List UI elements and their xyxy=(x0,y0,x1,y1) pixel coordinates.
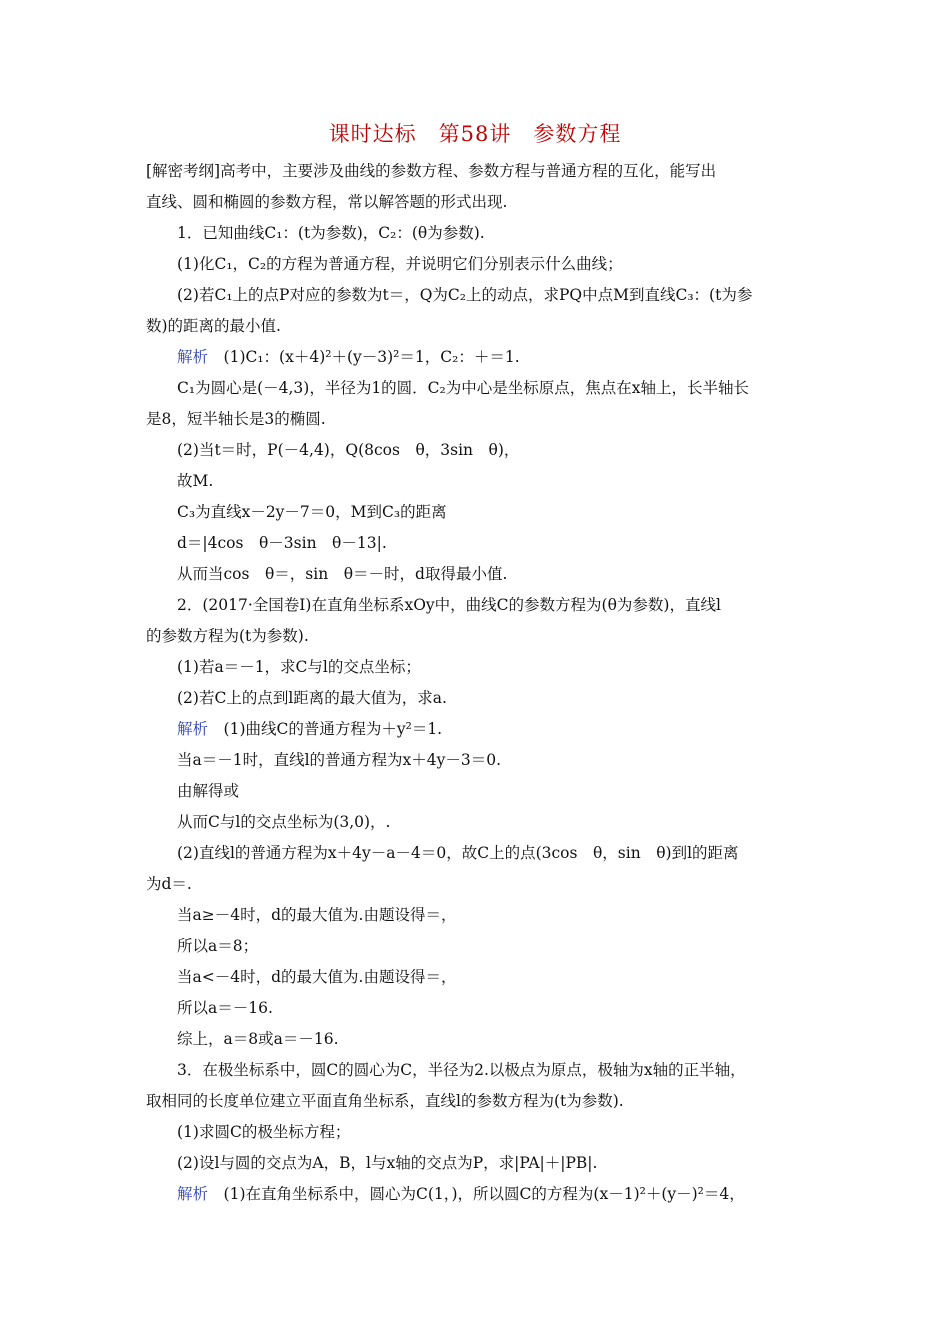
text-line: 1．已知曲线C₁：(t为参数)，C₂：(θ为参数). xyxy=(177,224,485,242)
text-line: 从而当cos θ＝，sin θ＝－时，d取得最小值. xyxy=(177,565,508,583)
analysis-label: 解析 xyxy=(177,348,209,366)
text-line: 当a≥－4时，d的最大值为.由题设得＝， xyxy=(177,906,457,924)
text-line: 所以a＝－16. xyxy=(177,999,273,1017)
text-line: (2)若C上的点到l距离的最大值为，求a. xyxy=(177,689,447,707)
text-line: (1)化C₁，C₂的方程为普通方程，并说明它们分别表示什么曲线； xyxy=(177,255,623,273)
text-line: (1)求圆C的极坐标方程； xyxy=(177,1123,351,1141)
text-line: 2．(2017·全国卷Ⅰ)在直角坐标系xOy中，曲线C的参数方程为(θ为参数)，直线l xyxy=(177,596,721,614)
text-line: (2)若C₁上的点P对应的参数为t＝，Q为C₂上的动点，求PQ中点M到直线C₃：(t为参 xyxy=(177,286,753,304)
text-line: 所以a＝8； xyxy=(177,937,259,955)
text-line: (1)若a＝－1，求C与l的交点坐标； xyxy=(177,658,421,676)
text-line: 当a<－4时，d的最大值为.由题设得＝， xyxy=(177,968,457,986)
text-line: 综上，a＝8或a＝－16. xyxy=(177,1030,339,1048)
text-line: 直线、圆和椭圆的参数方程，常以解答题的形式出现. xyxy=(146,193,508,211)
text-line: 的参数方程为(t为参数). xyxy=(146,627,309,645)
text-line: 是8，短半轴长是3的椭圆. xyxy=(146,410,326,428)
analysis-label: 解析 xyxy=(177,1185,209,1203)
text-line: (2)直线l的普通方程为x＋4y－a－4＝0，故C上的点(3cos θ，sin θ)到l的距离 xyxy=(177,844,739,862)
text-line: 解析 (1)在直角坐标系中，圆心为C(1，)，所以圆C的方程为(x－1)²＋(y－)²＝4， xyxy=(177,1185,745,1203)
text-line: 取相同的长度单位建立平面直角坐标系，直线l的参数方程为(t为参数). xyxy=(146,1092,624,1110)
text-line: 解析 (1)C₁：(x＋4)²＋(y－3)²＝1，C₂：＋＝1. xyxy=(177,348,520,366)
text-line: 数)的距离的最小值. xyxy=(146,317,281,335)
text-line: 当a＝－1时，直线l的普通方程为x＋4y－3＝0. xyxy=(177,751,502,769)
text-line: (2)当t＝时，P(－4,4)，Q(8cos θ，3sin θ)， xyxy=(177,441,520,459)
analysis-label: 解析 xyxy=(177,720,209,738)
text-line: 故M. xyxy=(177,472,214,490)
text-line: 从而C与l的交点坐标为(3,0)，. xyxy=(177,813,391,831)
text-line: C₃为直线x－2y－7＝0，M到C₃的距离 xyxy=(177,503,447,521)
text-line: 3．在极坐标系中，圆C的圆心为C，半径为2.以极点为原点，极轴为x轴的正半轴， xyxy=(177,1061,746,1079)
text-line: d＝|4cos θ－3sin θ－13|. xyxy=(177,534,387,552)
text-line: 解析 (1)曲线C的普通方程为＋y²＝1. xyxy=(177,720,443,738)
text-line: 为d＝. xyxy=(146,875,192,893)
text-line: C₁为圆心是(－4,3)，半径为1的圆．C₂为中心是坐标原点，焦点在x轴上，长半轴长 xyxy=(177,379,749,397)
text-line: (2)设l与圆的交点为A，B，l与x轴的交点为P，求|PA|＋|PB|. xyxy=(177,1154,598,1172)
page-title: 课时达标 第58讲 参数方程 xyxy=(328,122,622,146)
text-line: 由解得或 xyxy=(177,782,240,800)
text-line: [解密考纲]高考中，主要涉及曲线的参数方程、参数方程与普通方程的互化，能写出 xyxy=(146,162,717,180)
